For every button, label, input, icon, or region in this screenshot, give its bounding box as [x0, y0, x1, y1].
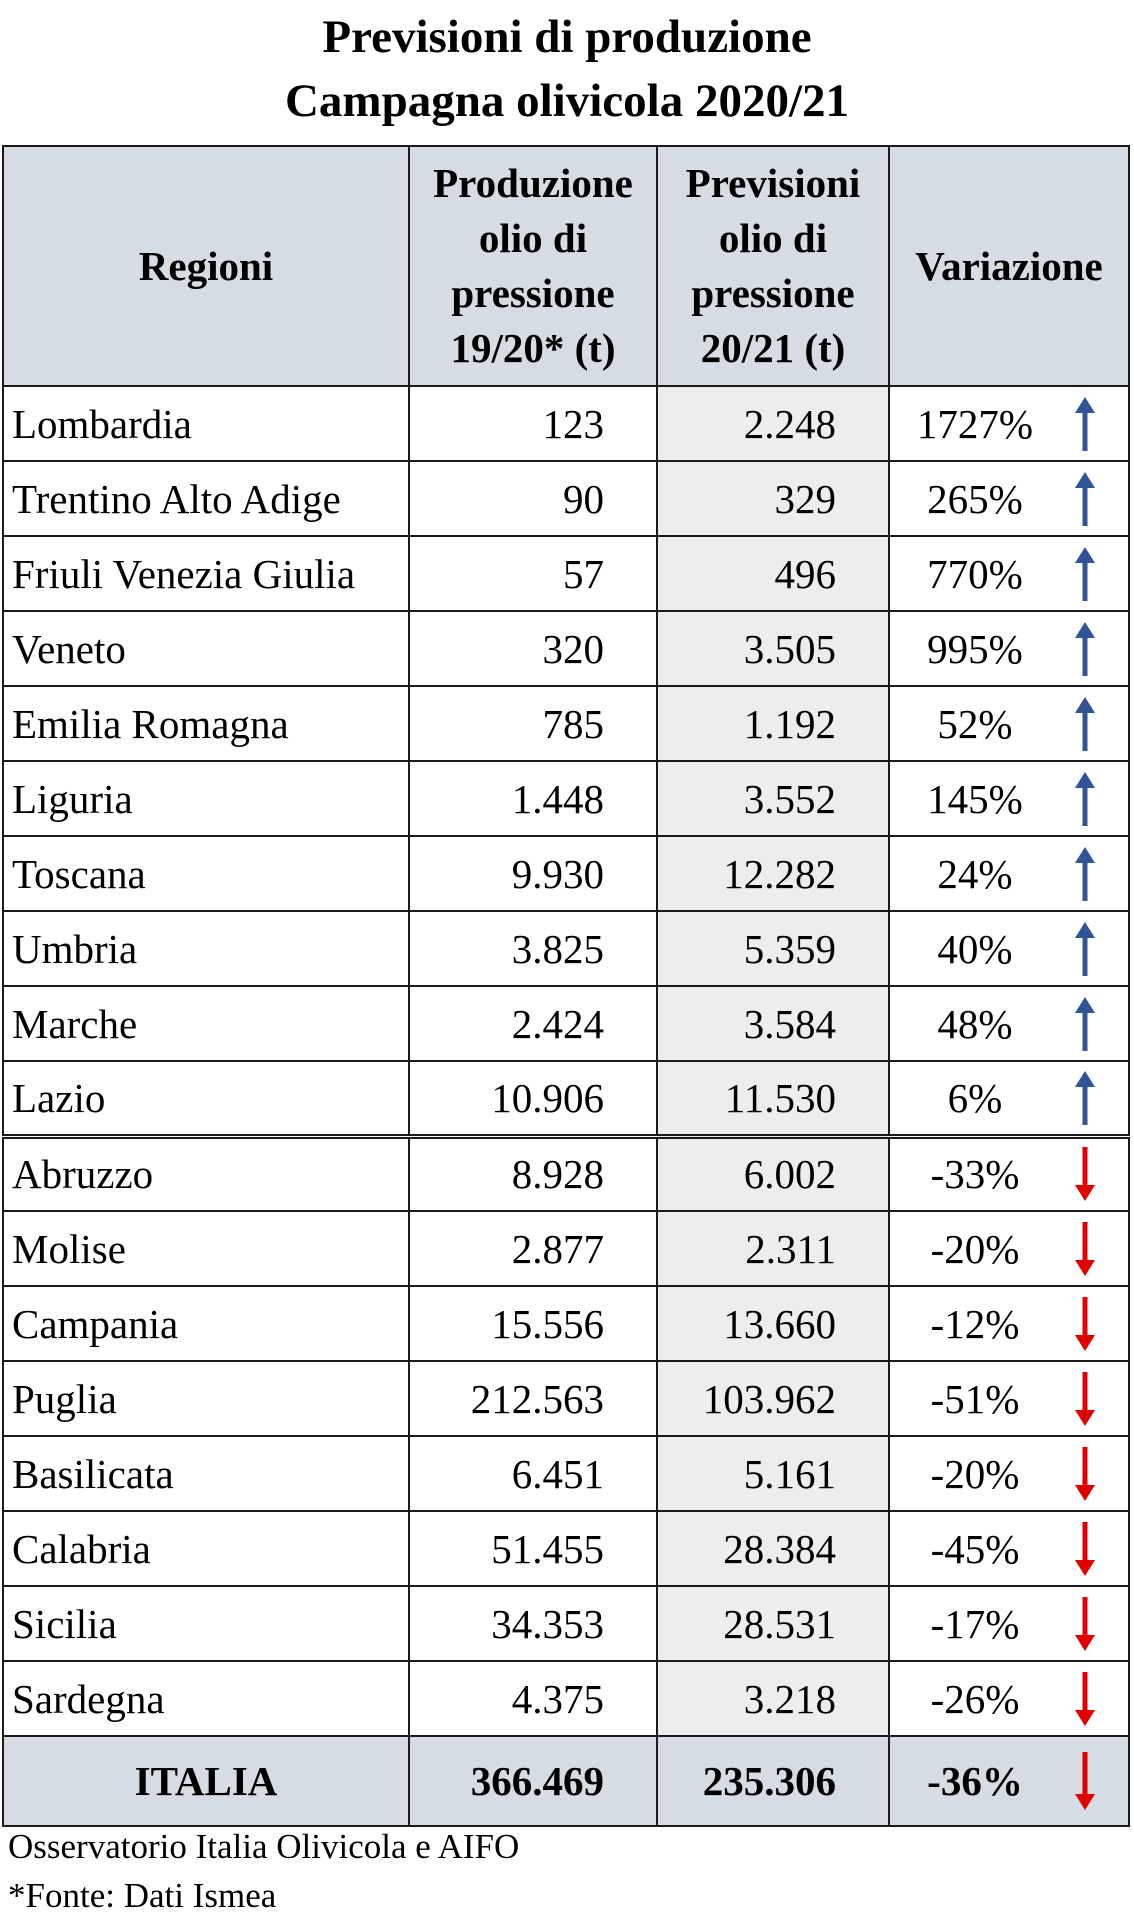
region-cell: Sicilia — [3, 1586, 409, 1661]
total-prev-20-21-cell: 235.306 — [657, 1736, 889, 1826]
variation-value: -51% — [930, 1375, 1020, 1422]
fonte-note: *Fonte: Dati Ismea — [8, 1876, 277, 1915]
variation-cell — [889, 1061, 1129, 1136]
prev-20-21-cell: 5.161 — [657, 1436, 889, 1511]
variation-cell — [889, 761, 1129, 836]
production-table — [2, 145, 1130, 1827]
table-row — [3, 1436, 1129, 1511]
arrow-down-icon — [1074, 1672, 1096, 1726]
prev-20-21-cell: 103.962 — [657, 1361, 889, 1436]
arrow-down-icon — [1074, 1297, 1096, 1351]
source-note: Osservatorio Italia Olivicola e AIFO — [8, 1827, 520, 1866]
variation-cell — [889, 1211, 1129, 1286]
prod-19-20-cell: 51.455 — [409, 1511, 657, 1586]
variation-cell — [889, 536, 1129, 611]
prev-20-21-cell: 2.311 — [657, 1211, 889, 1286]
table-row — [3, 461, 1129, 536]
variation-value: 48% — [937, 1000, 1013, 1047]
prev-20-21-cell: 28.531 — [657, 1586, 889, 1661]
arrow-up-icon — [1074, 697, 1096, 751]
prod-19-20-cell: 3.825 — [409, 911, 657, 986]
table-total-row — [3, 1736, 1129, 1826]
prod-19-20-cell: 123 — [409, 386, 657, 461]
variation-cell — [889, 386, 1129, 461]
arrow-down-icon — [1074, 1372, 1096, 1426]
prod-19-20-cell: 6.451 — [409, 1436, 657, 1511]
prev-20-21-cell: 1.192 — [657, 686, 889, 761]
prev-20-21-cell: 5.359 — [657, 911, 889, 986]
table-row — [3, 986, 1129, 1061]
arrow-up-icon — [1074, 847, 1096, 901]
variation-value: 24% — [937, 850, 1013, 897]
prod-19-20-cell: 8.928 — [409, 1136, 657, 1211]
table-row — [3, 1586, 1129, 1661]
region-cell: Friuli Venezia Giulia — [3, 536, 409, 611]
region-cell: Abruzzo — [3, 1136, 409, 1211]
prev-20-21-cell: 329 — [657, 461, 889, 536]
table-row — [3, 1211, 1129, 1286]
table-row — [3, 536, 1129, 611]
page-title: Previsioni di produzione — [322, 11, 812, 63]
prev-20-21-cell: 3.218 — [657, 1661, 889, 1736]
variation-value: -20% — [930, 1450, 1020, 1497]
region-cell: Veneto — [3, 611, 409, 686]
table-body — [3, 386, 1129, 1736]
region-cell: Toscana — [3, 836, 409, 911]
column-header-previsioni: Previsioni olio di pressione 20/21 (t) — [657, 146, 889, 386]
region-cell: Sardegna — [3, 1661, 409, 1736]
region-cell: Basilicata — [3, 1436, 409, 1511]
table-row — [3, 611, 1129, 686]
variation-cell — [889, 1436, 1129, 1511]
variation-value: 52% — [937, 700, 1013, 747]
prod-19-20-cell: 4.375 — [409, 1661, 657, 1736]
variation-value: -33% — [930, 1151, 1020, 1198]
variation-cell — [889, 1661, 1129, 1736]
prod-19-20-cell: 57 — [409, 536, 657, 611]
arrow-up-icon — [1074, 397, 1096, 451]
arrow-up-icon — [1074, 472, 1096, 526]
variation-cell — [889, 1286, 1129, 1361]
prev-20-21-cell: 496 — [657, 536, 889, 611]
region-cell: Lombardia — [3, 386, 409, 461]
table-row — [3, 1061, 1129, 1136]
variation-value: -26% — [930, 1675, 1020, 1722]
region-cell: Puglia — [3, 1361, 409, 1436]
prev-20-21-cell: 3.505 — [657, 611, 889, 686]
prev-20-21-cell: 2.248 — [657, 386, 889, 461]
table-row — [3, 1136, 1129, 1211]
table-row — [3, 761, 1129, 836]
prev-20-21-cell: 12.282 — [657, 836, 889, 911]
prod-19-20-cell: 9.930 — [409, 836, 657, 911]
variation-value: 145% — [927, 775, 1023, 822]
table-row — [3, 1661, 1129, 1736]
prod-19-20-cell: 90 — [409, 461, 657, 536]
variation-value: -20% — [930, 1225, 1020, 1272]
variation-value: -45% — [930, 1525, 1020, 1572]
variation-value: 265% — [927, 475, 1023, 522]
prev-20-21-cell: 3.584 — [657, 986, 889, 1061]
region-cell: Marche — [3, 986, 409, 1061]
prod-19-20-cell: 15.556 — [409, 1286, 657, 1361]
variation-cell — [889, 1511, 1129, 1586]
variation-cell — [889, 686, 1129, 761]
region-cell: Liguria — [3, 761, 409, 836]
variation-cell — [889, 836, 1129, 911]
prod-19-20-cell: 320 — [409, 611, 657, 686]
region-cell: Umbria — [3, 911, 409, 986]
arrow-down-icon — [1074, 1522, 1096, 1576]
total-variation-cell — [889, 1736, 1129, 1826]
table-row — [3, 911, 1129, 986]
arrow-down-icon — [1074, 1597, 1096, 1651]
arrow-down-icon — [1074, 1222, 1096, 1276]
variation-value: 770% — [927, 550, 1023, 597]
arrow-up-icon — [1074, 1071, 1096, 1125]
variation-cell — [889, 611, 1129, 686]
table-row — [3, 1511, 1129, 1586]
region-cell: Trentino Alto Adige — [3, 461, 409, 536]
variation-cell — [889, 911, 1129, 986]
arrow-up-icon — [1074, 547, 1096, 601]
arrow-down-icon — [1074, 1447, 1096, 1501]
total-region-cell: ITALIA — [3, 1736, 409, 1826]
arrow-up-icon — [1074, 622, 1096, 676]
prev-20-21-cell: 11.530 — [657, 1061, 889, 1136]
table-row — [3, 836, 1129, 911]
table-row — [3, 1361, 1129, 1436]
total-prod-19-20-cell: 366.469 — [409, 1736, 657, 1826]
table-row — [3, 1286, 1129, 1361]
variation-cell — [889, 1136, 1129, 1211]
page-subtitle: Campagna olivicola 2020/21 — [284, 75, 850, 127]
prod-19-20-cell: 212.563 — [409, 1361, 657, 1436]
variation-cell — [889, 1361, 1129, 1436]
table-row — [3, 386, 1129, 461]
variation-value: 1727% — [916, 400, 1034, 447]
arrow-down-icon — [1074, 1752, 1096, 1810]
prev-20-21-cell: 6.002 — [657, 1136, 889, 1211]
region-cell: Calabria — [3, 1511, 409, 1586]
arrow-up-icon — [1074, 922, 1096, 976]
variation-cell — [889, 461, 1129, 536]
prod-19-20-cell: 2.877 — [409, 1211, 657, 1286]
table-row — [3, 686, 1129, 761]
variation-value: 995% — [927, 625, 1023, 672]
column-header-regioni: Regioni — [3, 146, 409, 386]
variation-cell — [889, 1586, 1129, 1661]
region-cell: Lazio — [3, 1061, 409, 1136]
variation-cell — [889, 986, 1129, 1061]
column-header-variazione: Variazione — [889, 146, 1129, 386]
column-header-produzione: Produzione olio di pressione 19/20* (t) — [409, 146, 657, 386]
prod-19-20-cell: 10.906 — [409, 1061, 657, 1136]
arrow-up-icon — [1074, 997, 1096, 1051]
production-table-container — [2, 145, 1128, 1827]
prod-19-20-cell: 785 — [409, 686, 657, 761]
prod-19-20-cell: 1.448 — [409, 761, 657, 836]
variation-value: 40% — [937, 925, 1013, 972]
total-variation-value: -36% — [927, 1758, 1023, 1804]
variation-value: -12% — [930, 1300, 1020, 1347]
prod-19-20-cell: 34.353 — [409, 1586, 657, 1661]
region-cell: Emilia Romagna — [3, 686, 409, 761]
prod-19-20-cell: 2.424 — [409, 986, 657, 1061]
prev-20-21-cell: 28.384 — [657, 1511, 889, 1586]
table-header-row — [3, 146, 1129, 386]
arrow-up-icon — [1074, 772, 1096, 826]
variation-value: 6% — [947, 1074, 1003, 1121]
region-cell: Campania — [3, 1286, 409, 1361]
region-cell: Molise — [3, 1211, 409, 1286]
prev-20-21-cell: 13.660 — [657, 1286, 889, 1361]
arrow-down-icon — [1074, 1147, 1096, 1201]
prev-20-21-cell: 3.552 — [657, 761, 889, 836]
variation-value: -17% — [930, 1600, 1020, 1647]
